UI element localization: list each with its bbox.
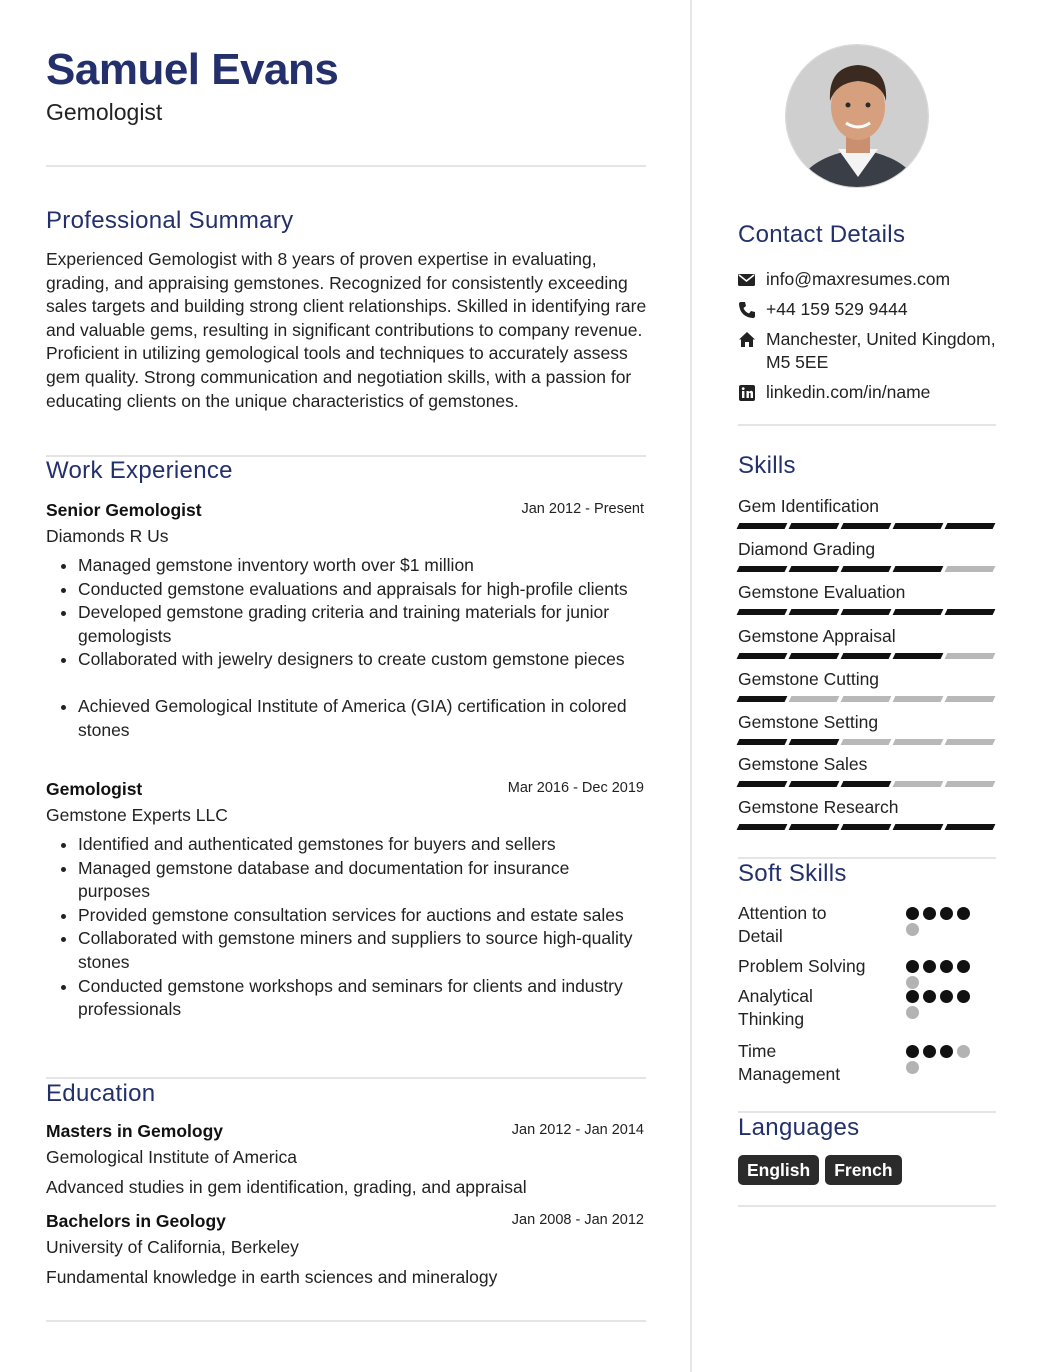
summary-text: Experienced Gemologist with 8 years of proven expertise in evaluating, grading, and appraising gemstones. Recognized for consistently exceeding sales targets and building strong client relationships. Skilled in identifying rare and valuable gems, resulting in significant contributions to company revenue. Proficient in utilizing gemological tools and techniques to accurately assess gem quality. Strong communication and negotiation skills, with a passion for educating clients on the unique characteristics of gemstones. xyxy=(46,249,647,411)
skill-item xyxy=(738,538,996,572)
edu-school: University of California, Berkeley xyxy=(46,1237,299,1257)
skill-level-segment xyxy=(945,566,996,572)
skill-item xyxy=(738,711,996,745)
edu-degree: Bachelors in Geology xyxy=(46,1211,226,1231)
skill-level-segment xyxy=(789,696,840,702)
skill-name: Gem Identification xyxy=(738,496,880,516)
skill-level-segment xyxy=(841,781,892,787)
skill-level-segment xyxy=(737,824,788,830)
skill-level-segment xyxy=(789,739,840,745)
skill-level-segment xyxy=(841,653,892,659)
skill-level-bar xyxy=(738,696,996,702)
edu-description: Advanced studies in gem identification, grading, and appraisal xyxy=(46,1177,527,1197)
edu-degree: Masters in Gemology xyxy=(46,1121,223,1141)
job-bullet: • Collaborated with gemstone miners and suppliers to source high-quality stones xyxy=(78,927,646,974)
skills-heading: Skills xyxy=(738,452,796,479)
soft-skill-name: Attention to Detail xyxy=(738,903,827,946)
soft-skill-name: Problem Solving xyxy=(738,956,866,976)
skill-level-bar xyxy=(738,523,996,529)
skill-item xyxy=(738,753,996,787)
skill-level-segment xyxy=(789,781,840,787)
soft-skill-name: Time Management xyxy=(738,1041,841,1084)
skill-level-segment xyxy=(945,696,996,702)
skill-level-segment xyxy=(945,653,996,659)
work-heading: Work Experience xyxy=(46,457,233,484)
skill-level-segment xyxy=(893,566,944,572)
rating-dot xyxy=(906,1045,919,1058)
skill-level-segment xyxy=(945,609,996,615)
skill-name: Gemstone Cutting xyxy=(738,669,880,689)
skill-level-segment xyxy=(893,781,944,787)
skill-level-segment xyxy=(789,566,840,572)
job-bullet: • Conducted gemstone workshops and seminars for clients and industry professionals xyxy=(78,975,646,1022)
rating-dot xyxy=(957,960,970,973)
job-bullets xyxy=(46,554,646,742)
rating-dot xyxy=(906,990,919,1003)
footer-divider xyxy=(46,1320,646,1322)
rating-dot xyxy=(923,990,936,1003)
header-divider xyxy=(46,165,646,167)
skill-level-bar xyxy=(738,739,996,745)
rating-dot xyxy=(923,907,936,920)
rating-dot xyxy=(957,907,970,920)
rating-dot xyxy=(940,1045,953,1058)
contact-address-text: Manchester, United Kingdom, M5 5EE xyxy=(766,329,996,372)
skill-name: Gemstone Research xyxy=(738,797,899,817)
summary-heading: Professional Summary xyxy=(46,207,294,234)
job-bullet: • Identified and authenticated gemstones for buyers and sellers xyxy=(78,833,646,857)
home-icon xyxy=(738,331,756,349)
rating-dot xyxy=(906,1061,919,1074)
job-bullet: • Managed gemstone database and documentation for insurance purposes xyxy=(78,857,646,904)
job-bullet: • Developed gemstone grading criteria and training materials for junior gemologists xyxy=(78,601,646,648)
job-bullet: • Collaborated with jewelry designers to create custom gemstone pieces xyxy=(78,648,646,672)
job-entry xyxy=(46,779,646,1022)
rating-dot xyxy=(906,907,919,920)
rating-dot xyxy=(923,1045,936,1058)
skill-item xyxy=(738,581,996,615)
skill-item xyxy=(738,495,996,529)
rating-dot xyxy=(957,1045,970,1058)
skill-level-segment xyxy=(789,653,840,659)
languages-heading: Languages xyxy=(738,1114,860,1141)
skill-level-segment xyxy=(737,609,788,615)
rating-dot xyxy=(906,960,919,973)
job-bullet: • Achieved Gemological Institute of America (GIA) certification in colored stones xyxy=(78,695,646,742)
skill-level-segment xyxy=(945,824,996,830)
skill-level-bar xyxy=(738,824,996,830)
rating-dot xyxy=(940,907,953,920)
skill-level-segment xyxy=(893,523,944,529)
skill-level-segment xyxy=(841,824,892,830)
skill-level-bar xyxy=(738,781,996,787)
skill-name: Gemstone Evaluation xyxy=(738,582,906,602)
skill-name: Gemstone Setting xyxy=(738,712,879,732)
contact-heading: Contact Details xyxy=(738,221,906,248)
contact-email-text: info@maxresumes.com xyxy=(766,269,951,289)
envelope-icon xyxy=(738,271,756,289)
skill-item xyxy=(738,796,996,830)
rating-dot xyxy=(906,923,919,936)
skill-item xyxy=(738,668,996,702)
skill-level-segment xyxy=(841,609,892,615)
contact-phone-text: +44 159 529 9444 xyxy=(766,299,908,319)
soft-skill-rating xyxy=(906,1045,986,1074)
skill-level-segment xyxy=(737,566,788,572)
job-company: Gemstone Experts LLC xyxy=(46,805,228,825)
skill-level-segment xyxy=(893,653,944,659)
skill-level-bar xyxy=(738,609,996,615)
soft-skill-rating xyxy=(906,960,986,989)
skill-level-segment xyxy=(737,781,788,787)
skill-level-segment xyxy=(737,653,788,659)
skill-level-segment xyxy=(789,609,840,615)
skill-level-segment xyxy=(841,739,892,745)
rating-dot xyxy=(906,1006,919,1019)
phone-icon xyxy=(738,301,756,319)
skill-level-segment xyxy=(789,523,840,529)
job-bullet: • Provided gemstone consultation services for auctions and estate sales xyxy=(78,904,646,928)
language-tag: French xyxy=(825,1155,901,1185)
language-tag: English xyxy=(738,1155,819,1185)
job-bullet: • Conducted gemstone evaluations and appraisals for high-profile clients xyxy=(78,578,646,602)
skill-level-segment xyxy=(841,523,892,529)
skill-item xyxy=(738,625,996,659)
skill-level-segment xyxy=(737,523,788,529)
education-heading: Education xyxy=(46,1080,156,1107)
rating-dot xyxy=(940,990,953,1003)
skill-level-segment xyxy=(893,696,944,702)
candidate-title: Gemologist xyxy=(46,99,163,125)
soft-skill-name: Analytical Thinking xyxy=(738,986,813,1029)
skill-level-segment xyxy=(893,609,944,615)
rating-dot xyxy=(906,976,919,989)
column-divider xyxy=(690,0,692,1372)
languages-list xyxy=(738,1155,902,1185)
skill-name: Gemstone Sales xyxy=(738,754,868,774)
education-entry xyxy=(46,1121,646,1199)
skill-level-segment xyxy=(789,824,840,830)
edu-description: Fundamental knowledge in earth sciences and mineralogy xyxy=(46,1267,498,1287)
skill-level-segment xyxy=(945,739,996,745)
soft-skill-rating xyxy=(906,907,986,936)
job-entry xyxy=(46,500,646,742)
skill-level-segment xyxy=(841,566,892,572)
job-role: Gemologist xyxy=(46,779,143,799)
skill-level-bar xyxy=(738,566,996,572)
edu-dates: Jan 2008 - Jan 2012 xyxy=(511,1212,644,1228)
profile-photo xyxy=(785,44,929,188)
contact-divider xyxy=(738,424,996,426)
contact-linkedin-text: linkedin.com/in/name xyxy=(766,382,931,402)
skill-level-segment xyxy=(893,739,944,745)
skill-level-segment xyxy=(945,523,996,529)
edu-dates: Jan 2012 - Jan 2014 xyxy=(511,1122,644,1138)
soft-skills-heading: Soft Skills xyxy=(738,860,847,887)
skill-level-segment xyxy=(737,739,788,745)
skill-level-segment xyxy=(945,781,996,787)
job-dates: Mar 2016 - Dec 2019 xyxy=(507,780,644,796)
rating-dot xyxy=(940,960,953,973)
education-entry xyxy=(46,1211,646,1289)
job-bullets xyxy=(46,833,646,1022)
linkedin-icon xyxy=(738,384,756,402)
skill-name: Gemstone Appraisal xyxy=(738,626,896,646)
edu-school: Gemological Institute of America xyxy=(46,1147,297,1167)
skill-level-bar xyxy=(738,653,996,659)
candidate-name: Samuel Evans xyxy=(46,45,339,94)
skill-name: Diamond Grading xyxy=(738,539,876,559)
languages-divider xyxy=(738,1205,996,1207)
job-dates: Jan 2012 - Present xyxy=(521,501,644,517)
rating-dot xyxy=(923,960,936,973)
rating-dot xyxy=(957,990,970,1003)
skill-level-segment xyxy=(841,696,892,702)
job-company: Diamonds R Us xyxy=(46,526,169,546)
job-bullet: • Managed gemstone inventory worth over $1 million xyxy=(78,554,646,578)
skill-level-segment xyxy=(893,824,944,830)
soft-skill-rating xyxy=(906,990,986,1019)
job-role: Senior Gemologist xyxy=(46,500,202,520)
skill-level-segment xyxy=(737,696,788,702)
